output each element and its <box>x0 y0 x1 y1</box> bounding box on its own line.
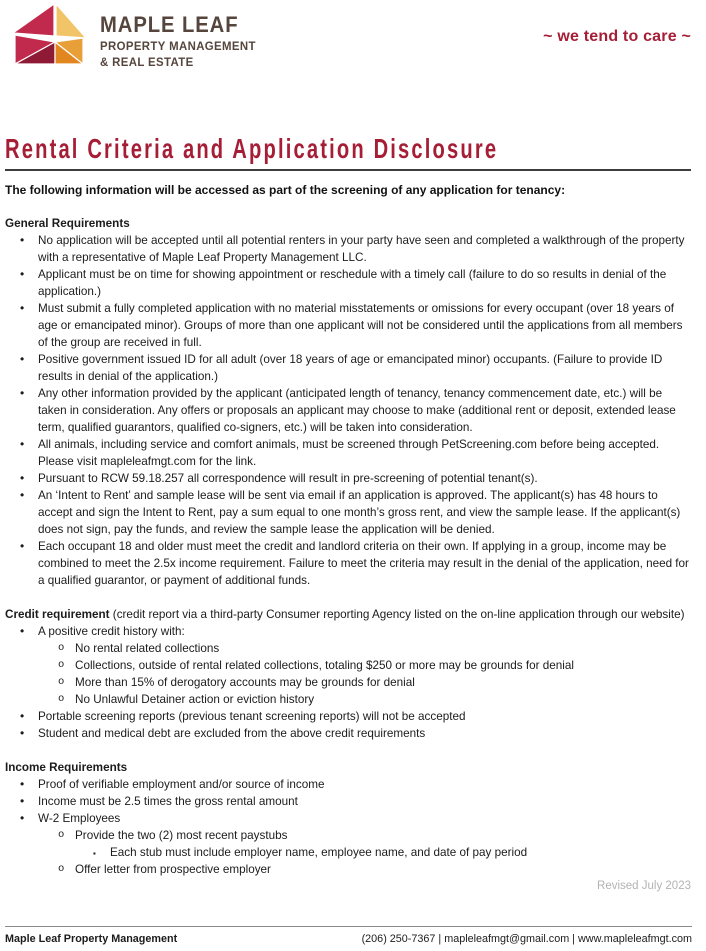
list-item <box>5 725 691 742</box>
bullet-icon: • <box>20 777 25 792</box>
section-heading-bold: General Requirements <box>5 217 130 231</box>
circle-bullet-icon: o <box>58 659 65 672</box>
section-heading <box>5 759 691 776</box>
intro-line: The following information will be accessed as part of the screening of any application for tenancy: <box>5 183 566 198</box>
list-item-text: Applicant must be on time for showing appointment or reschedule with a timely call (failure to do so results in denial of the application.) <box>38 268 667 299</box>
bullet-icon: • <box>20 811 25 826</box>
list-item <box>5 827 691 844</box>
bullet-icon: • <box>20 471 25 486</box>
company-tagline: ~ we tend to care ~ <box>543 28 691 45</box>
list-item-text: Any other information provided by the applicant (anticipated length of tenancy, tenancy commencement date, etc.) will be taken in consideration. Any offers or proposals an applicant may choose to make (additional rent or deposit, extended lease term, qualified guarantors, qualified co-signers, etc.) will be taken into consideration. <box>38 387 676 435</box>
list-item-text: Each stub must include employer name, employee name, and date of pay period <box>110 846 528 860</box>
revision-note: Revised July 2023 <box>597 880 691 893</box>
list-item-text: Collections, outside of rental related collections, totaling $250 or more may be grounds for denial <box>75 659 574 673</box>
section-heading-rest: (credit report via a third-party Consumer reporting Agency listed on the on-line application through our website) <box>109 608 685 622</box>
circle-bullet-icon: o <box>58 693 65 706</box>
list-item-text: Portable screening reports (previous tenant screening reports) will not be accepted <box>38 710 466 724</box>
bullet-icon: • <box>20 267 25 282</box>
list-item <box>5 674 691 691</box>
list-item <box>5 538 691 589</box>
circle-bullet-icon: o <box>58 863 65 876</box>
list-item-text: No rental related collections <box>75 642 220 656</box>
title-rule <box>5 169 691 171</box>
brand-subtitle-2: & REAL ESTATE <box>100 55 194 69</box>
section-heading <box>5 215 691 232</box>
list-item <box>5 640 691 657</box>
page-footer <box>5 926 692 945</box>
brand-name: MAPLE LEAF <box>100 12 239 37</box>
list-item <box>5 351 691 385</box>
list-item <box>5 708 691 725</box>
list-item <box>5 436 691 470</box>
brand-text <box>100 14 264 68</box>
list-item-text: No Unlawful Detainer action or eviction history <box>75 693 315 707</box>
list-item-text: A positive credit history with: <box>38 625 185 639</box>
list-item <box>5 232 691 266</box>
circle-bullet-icon: o <box>58 642 65 655</box>
list-item-text: All animals, including service and comfort animals, must be screened through PetScreening.com before being accepted. Please visit mapleleafmgt.com for the link. <box>38 438 660 469</box>
bullet-icon: • <box>20 709 25 724</box>
section-heading-bold: Income Requirements <box>5 761 128 775</box>
footer-contact-info: (206) 250-7367 | mapleleafmgt@gmail.com | www.mapleleafmgt.com <box>361 933 692 945</box>
bullet-icon: • <box>20 352 25 367</box>
list-item-text: More than 15% of derogatory accounts may be grounds for denial <box>75 676 415 690</box>
list-item <box>5 810 691 827</box>
bullet-icon: • <box>20 726 25 741</box>
page-title: Rental Criteria and Application Disclosure <box>5 133 499 164</box>
list-item <box>5 793 691 810</box>
list-item <box>5 844 691 861</box>
list-item <box>5 266 691 300</box>
company-logo <box>13 4 264 68</box>
bullet-icon: • <box>20 386 25 401</box>
list-item <box>5 691 691 708</box>
bullet-icon: • <box>20 624 25 639</box>
list-item <box>5 470 691 487</box>
list-item-text: Pursuant to RCW 59.18.257 all correspondence will result in pre-screening of potential tenant(s). <box>38 472 538 486</box>
list-item-text: Proof of verifiable employment and/or source of income <box>38 778 325 792</box>
list-item-text: Provide the two (2) most recent paystubs <box>75 829 288 843</box>
bullet-icon: • <box>20 233 25 248</box>
section-heading <box>5 606 691 623</box>
footer-company-name: Maple Leaf Property Management <box>5 933 178 945</box>
list-item <box>5 776 691 793</box>
bullet-icon: • <box>20 437 25 452</box>
square-bullet-icon: ▪ <box>93 849 96 859</box>
list-item <box>5 487 691 538</box>
circle-bullet-icon: o <box>58 676 65 689</box>
list-item-text: Must submit a fully completed application with no material misstatements or omissions for every occupant (over 18 years of age or emancipated minor). Groups of more than one applicant will not be considered until the applications from all members of the group are received in full. <box>38 302 683 350</box>
circle-bullet-icon: o <box>58 829 65 842</box>
house-logo-icon <box>13 4 87 66</box>
list-item-text: Offer letter from prospective employer <box>75 863 271 877</box>
list-item <box>5 657 691 674</box>
section-heading-bold: Credit requirement <box>5 608 110 622</box>
list-item <box>5 300 691 351</box>
bullet-icon: • <box>20 301 25 316</box>
list-item-text: No application will be accepted until all potential renters in your party have seen and completed a walkthrough of the property with a representative of Maple Leaf Property Management LLC. <box>38 234 685 265</box>
list-item <box>5 623 691 640</box>
list-item-text: An ‘Intent to Rent’ and sample lease will be sent via email if an application is approved. The applicant(s) has 48 hours to accept and sign the Intent to Rent, pay a sum equal to one month’s gross rent, and view the sample lease. If the applicant(s) does not sign, pay the funds, and review the sample lease the application will be denied. <box>38 489 681 537</box>
list-item-text: Student and medical debt are excluded from the above credit requirements <box>38 727 426 741</box>
bullet-icon: • <box>20 794 25 809</box>
list-item-text: Income must be 2.5 times the gross rental amount <box>38 795 298 809</box>
bullet-icon: • <box>20 539 25 554</box>
letterhead <box>5 2 691 98</box>
bullet-icon: • <box>20 488 25 503</box>
brand-subtitle-1: PROPERTY MANAGEMENT <box>100 39 256 53</box>
list-item-text: Positive government issued ID for all adult (over 18 years of age or emancipated minor) occupants. (Failure to provide ID results in denial of the application.) <box>38 353 663 384</box>
list-item <box>5 385 691 436</box>
list-item <box>5 861 691 878</box>
list-item-text: W-2 Employees <box>38 812 121 826</box>
list-item-text: Each occupant 18 and older must meet the credit and landlord criteria on their own. If applying in a group, income may be combined to meet the 2.5x income requirement. Failure to meet the criteria may result in the denial of the application, need for a qualified guarantor, or payment of additional funds. <box>38 540 689 588</box>
sections-container <box>5 215 691 878</box>
